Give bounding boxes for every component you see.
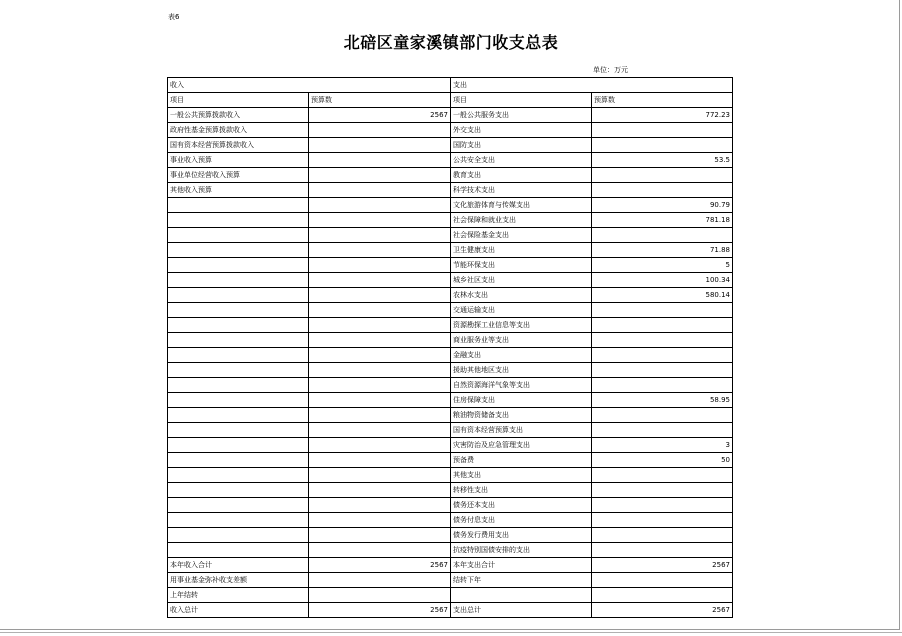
expense-value-cell — [592, 228, 733, 243]
income-value-cell — [309, 513, 451, 528]
income-item-cell — [168, 303, 309, 318]
expense-value-cell: 3 — [592, 438, 733, 453]
income-item-cell — [168, 258, 309, 273]
expense-value-cell: 2567 — [592, 558, 733, 573]
income-item-cell: 用事业基金弥补收支差额 — [168, 573, 309, 588]
expense-item-cell: 科学技术支出 — [451, 183, 592, 198]
expense-value-cell — [592, 423, 733, 438]
table-row — [168, 408, 733, 423]
expense-item-cell: 社会保险基金支出 — [451, 228, 592, 243]
income-item-cell — [168, 393, 309, 408]
expense-item-cell: 公共安全支出 — [451, 153, 592, 168]
expense-item-cell: 支出总计 — [451, 603, 592, 618]
expense-item-cell: 结转下年 — [451, 573, 592, 588]
expense-value-cell — [592, 468, 733, 483]
income-value-cell — [309, 318, 451, 333]
income-value-cell — [309, 153, 451, 168]
expense-item-cell: 自然资源海洋气象等支出 — [451, 378, 592, 393]
table-row — [168, 213, 733, 228]
income-item-cell — [168, 243, 309, 258]
income-item-cell — [168, 363, 309, 378]
income-value-cell — [309, 498, 451, 513]
table-row — [168, 258, 733, 273]
income-item-cell — [168, 288, 309, 303]
expense-value-cell: 53.5 — [592, 153, 733, 168]
expense-item-cell: 抗疫特别国债安排的支出 — [451, 543, 592, 558]
income-item-cell: 本年收入合计 — [168, 558, 309, 573]
table-row — [168, 543, 733, 558]
table-row — [168, 483, 733, 498]
expense-value-cell — [592, 573, 733, 588]
income-budget-header: 预算数 — [309, 93, 451, 108]
income-item-cell: 事业收入预算 — [168, 153, 309, 168]
table-row — [168, 198, 733, 213]
income-item-cell — [168, 273, 309, 288]
income-item-cell: 国有资本经营预算拨款收入 — [168, 138, 309, 153]
table-row — [168, 378, 733, 393]
table-row — [168, 333, 733, 348]
income-item-cell — [168, 198, 309, 213]
expense-item-cell: 节能环保支出 — [451, 258, 592, 273]
expense-item-cell: 外交支出 — [451, 123, 592, 138]
income-value-cell — [309, 483, 451, 498]
income-value-cell — [309, 168, 451, 183]
expense-value-cell — [592, 123, 733, 138]
expense-value-cell: 100.34 — [592, 273, 733, 288]
expense-value-cell — [592, 378, 733, 393]
expense-value-cell — [592, 513, 733, 528]
expense-value-cell: 772.23 — [592, 108, 733, 123]
expense-value-cell — [592, 528, 733, 543]
income-value-cell — [309, 468, 451, 483]
table-row — [168, 453, 733, 468]
expense-value-cell — [592, 183, 733, 198]
table-row — [168, 123, 733, 138]
expense-header: 支出 — [451, 78, 733, 93]
income-value-cell — [309, 288, 451, 303]
income-value-cell — [309, 198, 451, 213]
income-item-cell: 收入总计 — [168, 603, 309, 618]
table-row — [168, 183, 733, 198]
income-value-cell — [309, 573, 451, 588]
page-title: 北碚区童家溪镇部门收支总表 — [343, 33, 559, 52]
table-row — [168, 273, 733, 288]
income-value-cell — [309, 213, 451, 228]
income-value-cell — [309, 273, 451, 288]
table-row — [168, 513, 733, 528]
expense-item-header: 项目 — [451, 93, 592, 108]
income-header: 收入 — [168, 78, 451, 93]
income-item-cell — [168, 228, 309, 243]
income-item-cell: 政府性基金预算拨款收入 — [168, 123, 309, 138]
table-row — [168, 243, 733, 258]
expense-value-cell: 2567 — [592, 603, 733, 618]
income-item-cell — [168, 408, 309, 423]
table-row — [168, 498, 733, 513]
expense-value-cell — [592, 348, 733, 363]
table-row — [168, 108, 733, 123]
income-item-cell — [168, 453, 309, 468]
expense-value-cell — [592, 543, 733, 558]
expense-item-cell: 一般公共服务支出 — [451, 108, 592, 123]
expense-item-cell: 债务发行费用支出 — [451, 528, 592, 543]
expense-item-cell: 粮油物资储备支出 — [451, 408, 592, 423]
income-value-cell — [309, 123, 451, 138]
expense-item-cell: 交通运输支出 — [451, 303, 592, 318]
expense-item-cell: 文化旅游体育与传媒支出 — [451, 198, 592, 213]
expense-value-cell: 781.18 — [592, 213, 733, 228]
table-row — [168, 288, 733, 303]
expense-value-cell — [592, 303, 733, 318]
income-value-cell — [309, 423, 451, 438]
income-value-cell — [309, 228, 451, 243]
income-item-cell: 上年结转 — [168, 588, 309, 603]
expense-item-cell: 金融支出 — [451, 348, 592, 363]
expense-item-cell: 债务还本支出 — [451, 498, 592, 513]
expense-value-cell — [592, 483, 733, 498]
income-item-cell — [168, 513, 309, 528]
expense-item-cell: 教育支出 — [451, 168, 592, 183]
expense-item-cell: 资源勘探工业信息等支出 — [451, 318, 592, 333]
expense-item-cell: 国有资本经营预算支出 — [451, 423, 592, 438]
table-row — [168, 528, 733, 543]
income-value-cell — [309, 588, 451, 603]
table-row — [168, 468, 733, 483]
income-item-cell — [168, 498, 309, 513]
table-row — [168, 348, 733, 363]
expense-value-cell: 50 — [592, 453, 733, 468]
table-row — [168, 318, 733, 333]
income-item-cell — [168, 348, 309, 363]
income-item-cell: 事业单位经营收入预算 — [168, 168, 309, 183]
income-value-cell — [309, 528, 451, 543]
expense-item-cell: 债务付息支出 — [451, 513, 592, 528]
income-value-cell — [309, 363, 451, 378]
table-row — [168, 228, 733, 243]
income-value-cell — [309, 378, 451, 393]
expense-value-cell: 5 — [592, 258, 733, 273]
income-item-cell: 其他收入预算 — [168, 183, 309, 198]
table-row — [168, 363, 733, 378]
table-row — [168, 588, 733, 603]
table-code: 表6 — [168, 13, 180, 21]
income-item-header: 项目 — [168, 93, 309, 108]
expense-value-cell — [592, 168, 733, 183]
expense-item-cell: 援助其他地区支出 — [451, 363, 592, 378]
income-value-cell — [309, 393, 451, 408]
column-header-row — [168, 93, 733, 108]
expense-item-cell: 城乡社区支出 — [451, 273, 592, 288]
table-row — [168, 168, 733, 183]
income-item-cell — [168, 528, 309, 543]
income-value-cell — [309, 408, 451, 423]
income-item-cell — [168, 438, 309, 453]
expense-value-cell — [592, 318, 733, 333]
expense-value-cell — [592, 588, 733, 603]
income-value-cell — [309, 453, 451, 468]
unit-label: 单位：万元 — [593, 66, 628, 74]
expense-value-cell — [592, 498, 733, 513]
table-row — [168, 573, 733, 588]
expense-item-cell: 农林水支出 — [451, 288, 592, 303]
income-value-cell — [309, 348, 451, 363]
table-row — [168, 303, 733, 318]
income-value-cell — [309, 303, 451, 318]
income-item-cell — [168, 543, 309, 558]
expense-value-cell — [592, 363, 733, 378]
budget-table — [167, 77, 733, 618]
expense-value-cell: 58.95 — [592, 393, 733, 408]
expense-value-cell: 71.88 — [592, 243, 733, 258]
income-value-cell — [309, 438, 451, 453]
expense-value-cell: 90.79 — [592, 198, 733, 213]
expense-item-cell: 住房保障支出 — [451, 393, 592, 408]
expense-item-cell — [451, 588, 592, 603]
table-row — [168, 558, 733, 573]
bottom-divider — [0, 632, 902, 633]
table-row — [168, 438, 733, 453]
expense-budget-header: 预算数 — [592, 93, 733, 108]
table-row — [168, 153, 733, 168]
expense-item-cell: 国防支出 — [451, 138, 592, 153]
expense-value-cell — [592, 333, 733, 348]
income-value-cell: 2567 — [309, 558, 451, 573]
income-value-cell: 2567 — [309, 108, 451, 123]
table-row — [168, 603, 733, 618]
income-value-cell — [309, 543, 451, 558]
income-item-cell — [168, 378, 309, 393]
income-value-cell — [309, 138, 451, 153]
table-row — [168, 138, 733, 153]
income-item-cell — [168, 483, 309, 498]
income-value-cell: 2567 — [309, 603, 451, 618]
income-item-cell — [168, 318, 309, 333]
income-item-cell — [168, 333, 309, 348]
expense-value-cell — [592, 138, 733, 153]
income-item-cell: 一般公共预算拨款收入 — [168, 108, 309, 123]
expense-item-cell: 其他支出 — [451, 468, 592, 483]
income-item-cell — [168, 468, 309, 483]
expense-item-cell: 灾害防治及应急管理支出 — [451, 438, 592, 453]
expense-value-cell — [592, 408, 733, 423]
expense-item-cell: 卫生健康支出 — [451, 243, 592, 258]
section-header-row — [168, 78, 733, 93]
expense-item-cell: 转移性支出 — [451, 483, 592, 498]
income-item-cell — [168, 423, 309, 438]
expense-item-cell: 本年支出合计 — [451, 558, 592, 573]
income-value-cell — [309, 243, 451, 258]
table-row — [168, 423, 733, 438]
income-item-cell — [168, 213, 309, 228]
income-value-cell — [309, 183, 451, 198]
expense-item-cell: 商业服务业等支出 — [451, 333, 592, 348]
expense-value-cell: 580.14 — [592, 288, 733, 303]
income-value-cell — [309, 333, 451, 348]
income-value-cell — [309, 258, 451, 273]
table-row — [168, 393, 733, 408]
expense-item-cell: 社会保障和就业支出 — [451, 213, 592, 228]
expense-item-cell: 预备费 — [451, 453, 592, 468]
